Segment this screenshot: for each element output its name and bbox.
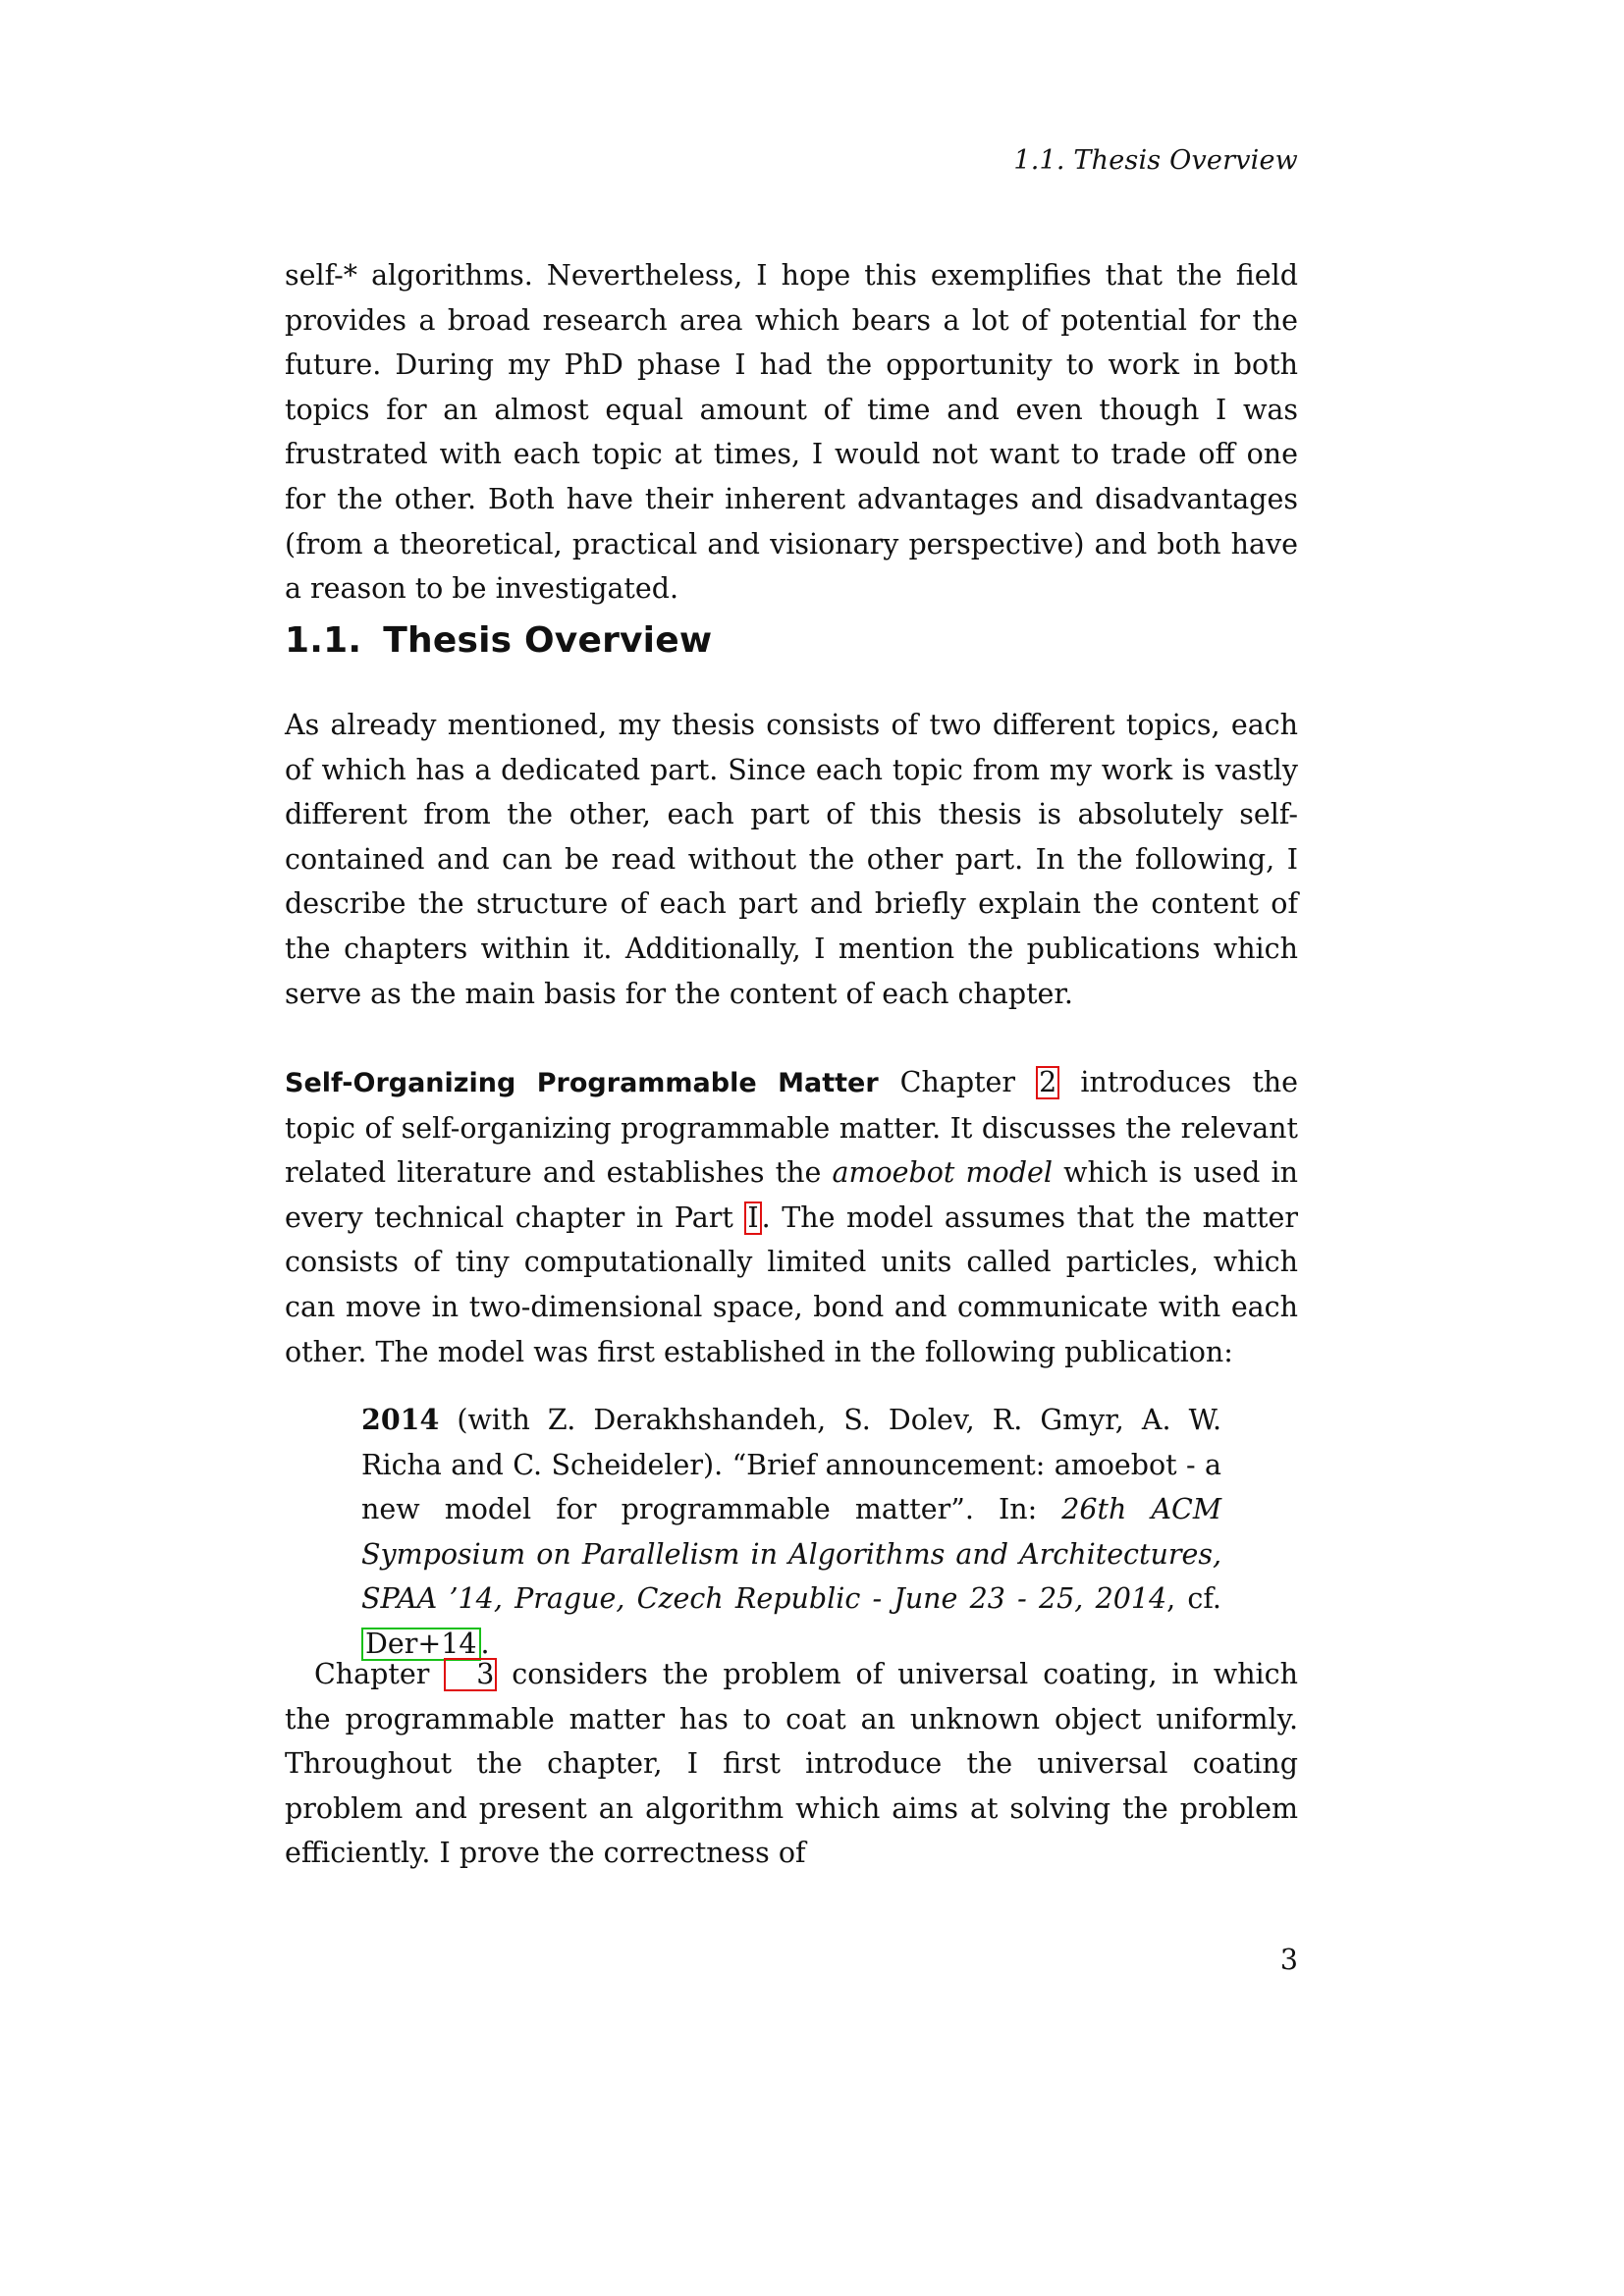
running-header: 1.1. Thesis Overview — [1013, 145, 1298, 176]
emphasized-term: amoebot model — [832, 1156, 1053, 1190]
text-span: Chapter — [314, 1658, 445, 1690]
paragraph-intro-continuation: self-* algorithms. Nevertheless, I hope this exemplifies that the field provides a broad research area which bears a lot of potential for the future. During my PhD phase I had the opportunity to work in both topics for an almost equal amount of time and even though I was frustrated with each topic at times, I would not want to trade off one for the other. Both have their inherent advantages and disadvantages (from a theoretical, practical and visionary perspective) and both have a reason to be investigated. — [285, 259, 1298, 606]
publication-venue: 26th ACM Symposium on Parallelism in Algorithms and Architectures, SPAA ’14, Prague, Czech Republic - June 23 - 25, 2014 — [361, 1493, 1222, 1616]
chapter-3-link[interactable]: 3 — [444, 1658, 497, 1691]
paragraph-programmable-matter — [285, 1060, 1298, 1374]
text-span: introduces the topic of self-organizing programmable matter. It discusses the relevant related literature and establishes the — [285, 1066, 1298, 1190]
text-span: , cf. — [1166, 1582, 1221, 1616]
text-span: which is used in every technical chapter in Part — [285, 1156, 1298, 1234]
publication-authors: (with Z. Derakhshandeh, S. Dolev, R. Gmyr, A. W. Richa and C. Scheideler). “Brief announcement: amoebot - a new model for programmable matter”. In: — [361, 1404, 1221, 1526]
section-heading — [285, 620, 712, 661]
text-span: Chapter — [899, 1066, 1037, 1098]
part-1-link[interactable]: I — [744, 1201, 761, 1235]
citation-link[interactable]: Der+14 — [361, 1628, 481, 1661]
section-title: Thesis Overview — [383, 620, 713, 661]
text-span: considers the problem of universal coating, in which the programmable matter has to coat an unknown object uniformly. Throughout the chapter, I first introduce the universal coating problem and present an algorithm which aims at solving the problem efficiently. I prove the correctness of — [285, 1658, 1298, 1870]
chapter-2-link[interactable]: 2 — [1036, 1066, 1059, 1099]
section-number: 1.1. — [285, 620, 362, 661]
paragraph-thesis-overview: As already mentioned, my thesis consists of two different topics, each of which has a dedicated part. Since each topic from my work is vastly different from the other, each part of this thesis is absolutely self-contained and can be read without the other part. In the following, I describe the structure of each part and briefly explain the content of the chapters within it. Additionally, I mention the publications which serve as the main basis for the content of each chapter. — [285, 709, 1298, 1010]
publication-year: 2014 — [361, 1403, 440, 1436]
paragraph-run-in-heading: Self-Organizing Programmable Matter — [285, 1068, 879, 1098]
text-span: . — [480, 1627, 490, 1660]
publication-entry — [361, 1398, 1221, 1667]
page-number: 3 — [1279, 1944, 1298, 1976]
paragraph-chapter-3 — [285, 1652, 1298, 1876]
text-span: . The model assumes that the matter consists of tiny computationally limited units called particles, which can move in two-dimensional space, bond and communicate with each other. The model was first established in the following publication: — [285, 1201, 1298, 1368]
